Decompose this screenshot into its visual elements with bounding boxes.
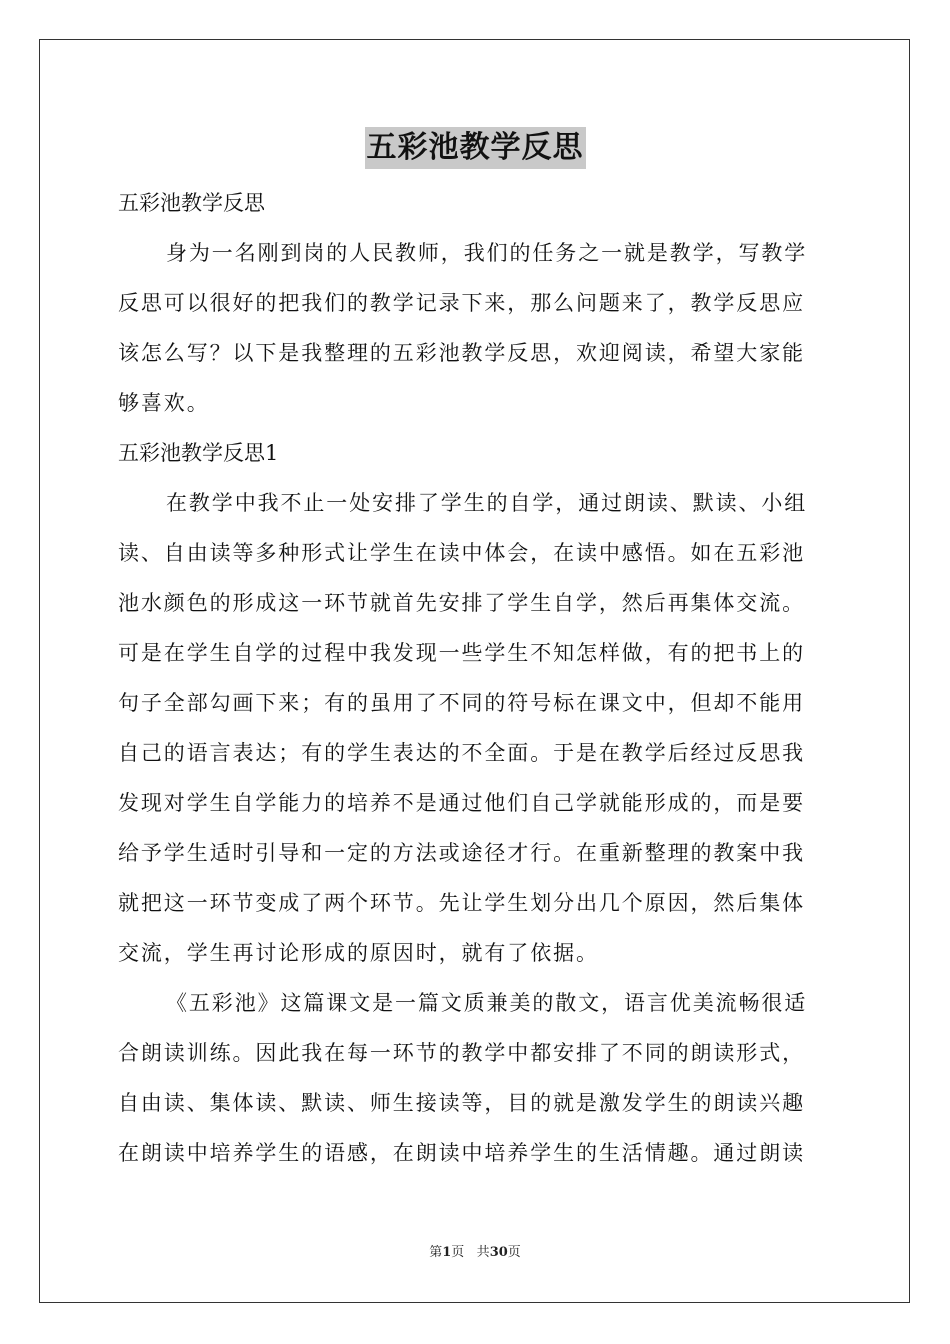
footer-page-suffix: 页: [451, 1245, 465, 1260]
document-body: [118, 178, 834, 1178]
paragraph-line: 句子全部勾画下来；有的虽用了不同的符号标在课文中，但却不能用: [118, 691, 805, 715]
paragraph-line: 给予学生适时引导和一定的方法或途径才行。在重新整理的教案中我: [118, 841, 805, 865]
paragraph-line: 就把这一环节变成了两个环节。先让学生划分出几个原因，然后集体: [118, 891, 805, 915]
paragraph-line: 可是在学生自学的过程中我发现一些学生不知怎样做，有的把书上的: [118, 641, 805, 665]
footer-total-pages: 30: [489, 1245, 508, 1260]
intro-paragraph: [118, 228, 834, 428]
paragraph-line: 在教学中我不止一处安排了学生的自学，通过朗读、默读、小组: [166, 491, 808, 515]
paragraph-line: 够喜欢。: [118, 391, 210, 415]
body-paragraph-1: [118, 478, 834, 978]
footer-page-number: 1: [442, 1245, 452, 1260]
footer-prefix: 第: [429, 1245, 443, 1260]
paragraph-line: 发现对学生自学能力的培养不是通过他们自己学就能形成的，而是要: [118, 791, 805, 815]
page-footer: [0, 1243, 950, 1263]
document-title: 五彩池教学反思: [365, 127, 586, 169]
paragraph-line: 池水颜色的形成这一环节就首先安排了学生自学，然后再集体交流。: [118, 591, 805, 615]
section-heading: 五彩池教学反思1: [118, 441, 279, 465]
footer-total-suffix: 页: [507, 1245, 521, 1260]
body-paragraph-2: [118, 978, 834, 1178]
paragraph-line: 身为一名刚到岗的人民教师，我们的任务之一就是教学，写教学: [166, 241, 808, 265]
paragraph-line: 该怎么写？以下是我整理的五彩池教学反思，欢迎阅读，希望大家能: [118, 341, 805, 365]
footer-total-prefix: 共: [476, 1245, 490, 1260]
paragraph-line: 合朗读训练。因此我在每一环节的教学中都安排了不同的朗读形式，: [118, 1041, 805, 1065]
paragraph-line: 读、自由读等多种形式让学生在读中体会，在读中感悟。如在五彩池: [118, 541, 805, 565]
document-subtitle: 五彩池教学反思: [118, 191, 265, 215]
paragraph-line: 在朗读中培养学生的语感，在朗读中培养学生的生活情趣。通过朗读: [118, 1141, 805, 1165]
paragraph-line: 《五彩池》这篇课文是一篇文质兼美的散文，语言优美流畅很适: [166, 991, 808, 1015]
paragraph-line: 反思可以很好的把我们的教学记录下来，那么问题来了，教学反思应: [118, 291, 805, 315]
paragraph-line: 自己的语言表达；有的学生表达的不全面。于是在教学后经过反思我: [118, 741, 805, 765]
paragraph-line: 自由读、集体读、默读、师生接读等，目的就是激发学生的朗读兴趣: [118, 1091, 805, 1115]
title-container: [0, 127, 950, 169]
paragraph-line: 交流，学生再讨论形成的原因时，就有了依据。: [118, 941, 599, 965]
